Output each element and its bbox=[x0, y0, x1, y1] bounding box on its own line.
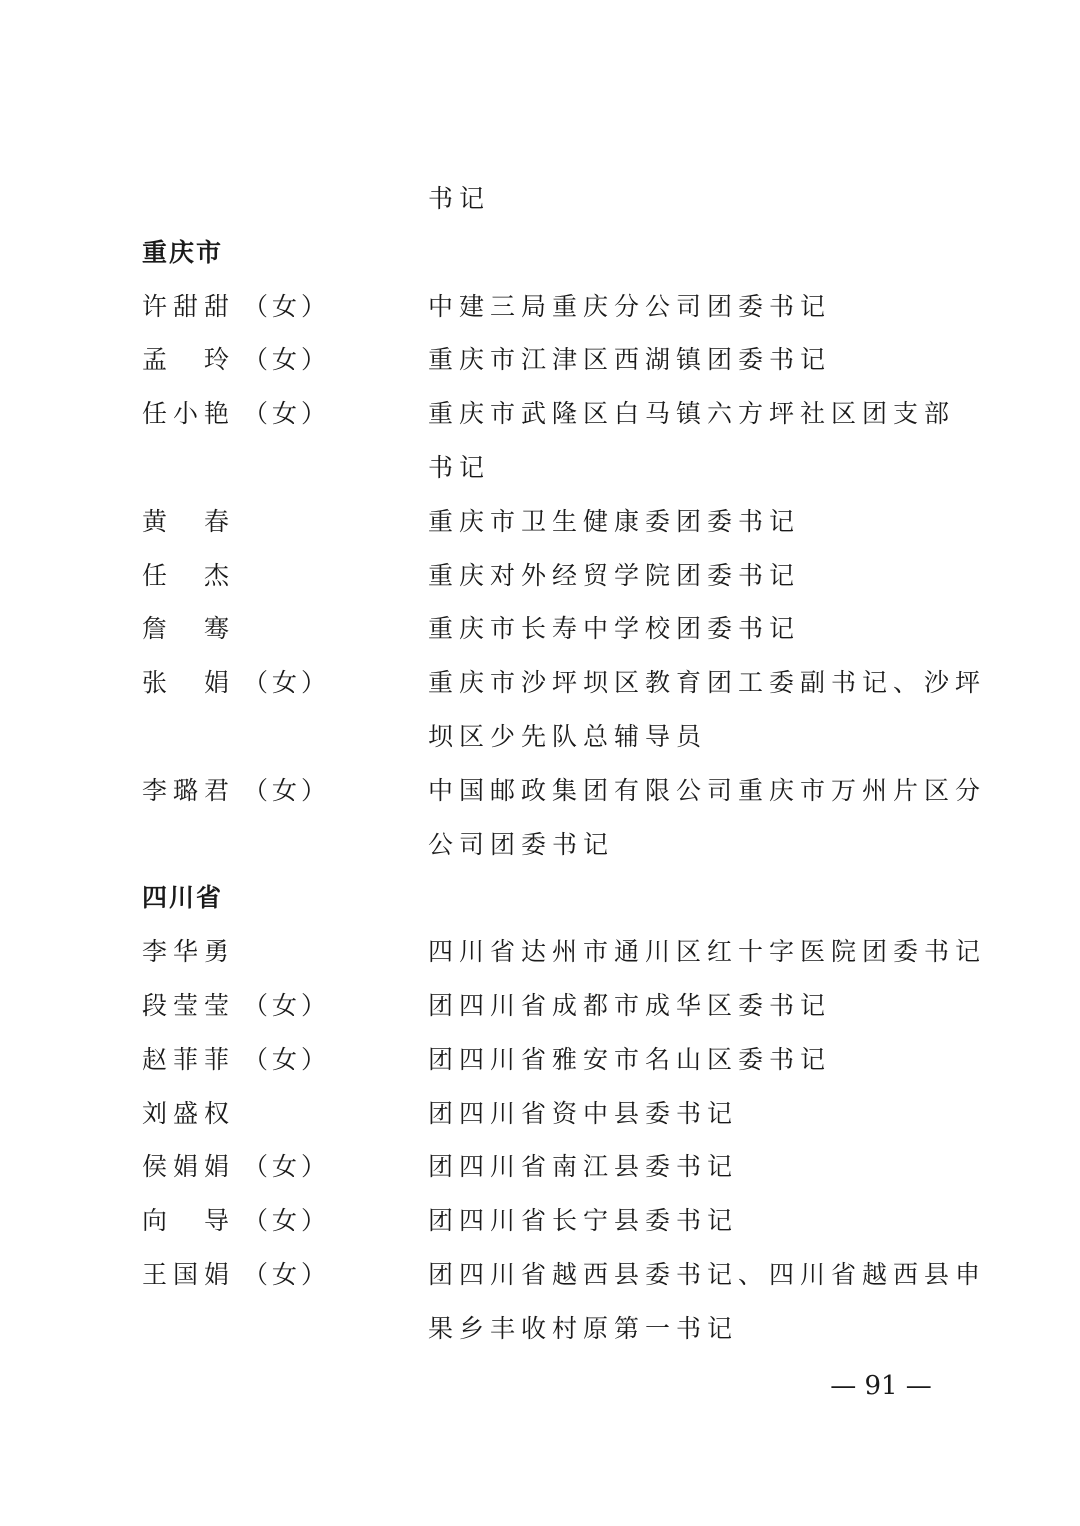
person-name: 刘盛权 bbox=[142, 1098, 236, 1128]
position-title: 重庆对外经贸学院团委书记 bbox=[428, 560, 801, 590]
position-title: 团四川省越西县委书记、四川省越西县申 bbox=[428, 1260, 987, 1289]
person-name: 段莹莹 bbox=[142, 991, 236, 1020]
person-name: 孟 玲 bbox=[142, 345, 236, 375]
person-name-cell bbox=[142, 1248, 412, 1302]
person-name-cell bbox=[142, 979, 412, 1033]
person-name: 赵菲菲 bbox=[142, 1044, 236, 1074]
person-name-cell bbox=[142, 656, 412, 710]
person-name-cell bbox=[142, 1140, 412, 1194]
position-title: 重庆市长寿中学校团委书记 bbox=[428, 614, 801, 644]
position-title: 团四川省资中县委书记 bbox=[428, 1098, 739, 1128]
person-name: 向 导 bbox=[142, 1206, 236, 1236]
person-name-cell bbox=[142, 925, 412, 979]
person-name-cell bbox=[142, 1033, 412, 1087]
position-title: 重庆市江津区西湖镇团委书记 bbox=[428, 345, 832, 375]
gender-note: （女） bbox=[243, 1044, 331, 1074]
person-name: 许甜甜 bbox=[142, 291, 236, 321]
continuation-text: 书记 bbox=[428, 184, 491, 213]
position-title: 中国邮政集团有限公司重庆市万州片区分 bbox=[428, 775, 987, 805]
gender-note: （女） bbox=[243, 668, 331, 698]
position-title: 团四川省成都市成华区委书记 bbox=[428, 991, 832, 1020]
position-title: 坝区少先队总辅导员 bbox=[428, 722, 708, 751]
person-name-cell bbox=[142, 1194, 412, 1248]
person-name: 张 娟 bbox=[142, 668, 236, 698]
person-name: 任小艳 bbox=[142, 399, 236, 429]
position-title: 团四川省雅安市名山区委书记 bbox=[428, 1044, 832, 1074]
position-title: 重庆市沙坪坝区教育团工委副书记、沙坪 bbox=[428, 668, 987, 698]
person-name-cell bbox=[142, 549, 412, 603]
position-title: 书记 bbox=[428, 453, 491, 482]
gender-note: （女） bbox=[243, 1206, 331, 1236]
person-name: 任 杰 bbox=[142, 560, 236, 590]
position-title: 果乡丰收村原第一书记 bbox=[428, 1313, 739, 1343]
gender-note: （女） bbox=[243, 775, 331, 805]
person-name-cell bbox=[142, 280, 412, 334]
gender-note: （女） bbox=[243, 345, 331, 375]
gender-note: （女） bbox=[243, 291, 331, 321]
position-title: 重庆市武隆区白马镇六方坪社区团支部 bbox=[428, 399, 956, 429]
position-title: 团四川省长宁县委书记 bbox=[428, 1206, 739, 1236]
person-name: 侯娟娟 bbox=[142, 1152, 236, 1182]
gender-note: （女） bbox=[243, 399, 331, 429]
person-name-cell bbox=[142, 1087, 412, 1141]
person-name: 詹 骞 bbox=[142, 614, 236, 644]
position-title: 重庆市卫生健康委团委书记 bbox=[428, 506, 801, 536]
person-name: 李璐君 bbox=[142, 775, 236, 805]
person-name: 王国娟 bbox=[142, 1260, 236, 1289]
gender-note: （女） bbox=[243, 1152, 331, 1182]
position-title: 中建三局重庆分公司团委书记 bbox=[428, 291, 832, 321]
position-title: 四川省达州市通川区红十字医院团委书记 bbox=[428, 937, 987, 967]
gender-note: （女） bbox=[243, 1260, 331, 1289]
gender-note: （女） bbox=[243, 991, 331, 1020]
section-heading: 四川省 bbox=[142, 883, 224, 913]
page-number: — 91 — bbox=[830, 1371, 932, 1401]
person-name: 黄 春 bbox=[142, 506, 236, 536]
section-heading: 重庆市 bbox=[142, 237, 224, 267]
position-title: 公司团委书记 bbox=[428, 829, 615, 859]
position-title: 团四川省南江县委书记 bbox=[428, 1152, 739, 1182]
person-name-cell bbox=[142, 387, 412, 441]
person-name-cell bbox=[142, 602, 412, 656]
person-name-cell bbox=[142, 495, 412, 549]
person-name-cell bbox=[142, 333, 412, 387]
person-name-cell bbox=[142, 764, 412, 818]
person-name: 李华勇 bbox=[142, 937, 236, 967]
